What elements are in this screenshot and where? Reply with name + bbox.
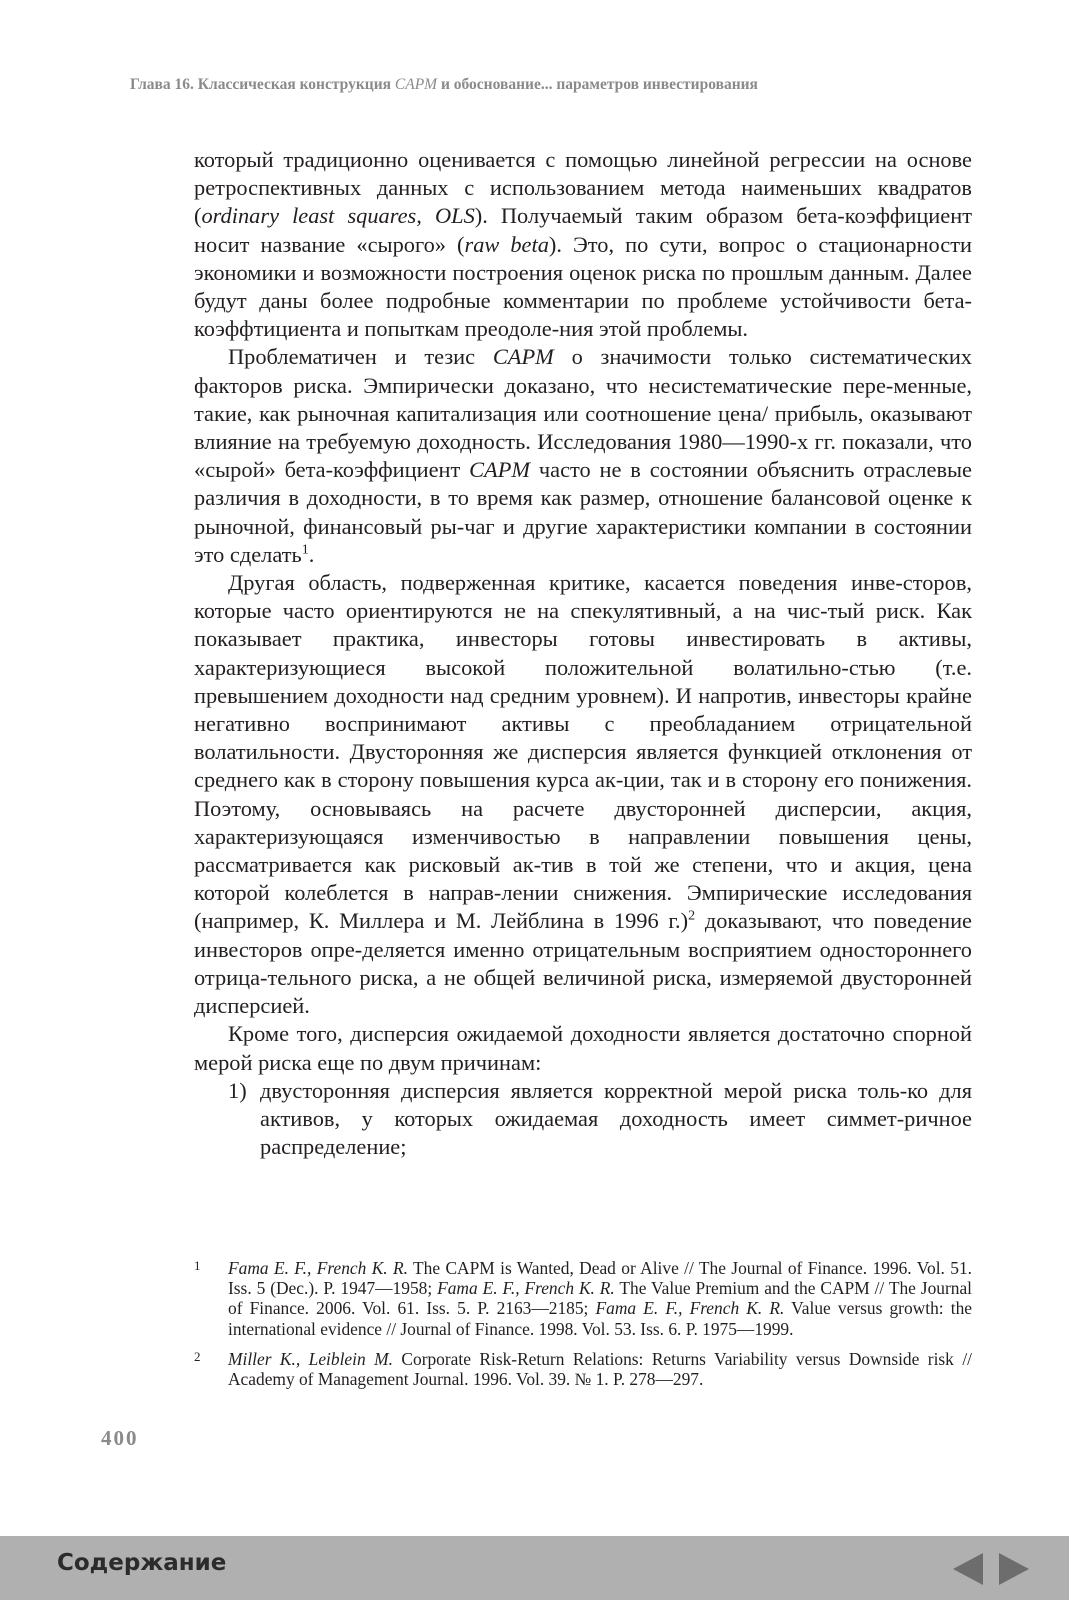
list-item-text: двусторонняя дисперсия является корректной мерой риска толь-ко для активов, у которых ожидаемая доходность имеет симмет-ричное распределение; <box>260 1077 972 1160</box>
text-run-italic: ordinary least squares, OLS <box>201 203 475 229</box>
author-italic: Miller K., Leiblein M. <box>228 1348 393 1369</box>
list-item-number: 1) <box>228 1077 247 1103</box>
author-italic: Fama E. F., French K. R. <box>595 1298 785 1319</box>
list-item <box>194 1077 972 1162</box>
running-head-prefix: Глава 16. Классическая конструкция <box>130 76 395 93</box>
text-run: доказывают, что поведение инвесторов опре-деляется именно отрицательным восприятием одностороннего отрица-тельного риска, а не общей величиной риска, измеряемой двусторонней дисперсией. <box>194 908 972 1019</box>
running-head-italic: CAPM <box>394 76 438 93</box>
footnote-2 <box>194 1349 972 1389</box>
paragraph-2 <box>194 343 972 569</box>
footnote-ref-1[interactable]: 1 <box>301 542 309 558</box>
text-run: часто не в состоянии объяснить отраслевые различия в доходности, в то время как размер, отношение балансовой оценке к рыночной, финансовый ры-чаг и другие характеристики компании в состоянии это сделать <box>194 457 972 567</box>
footnote-number: 1 <box>194 1258 201 1273</box>
footnote-text <box>228 1349 972 1389</box>
paragraph-3 <box>194 569 972 1020</box>
text-run: который традиционно оценивается с помощью линейной регрессии на основе ретроспективных данных с использованием метода наименьших квадратов ( <box>194 147 972 229</box>
footnote-number: 2 <box>194 1348 201 1364</box>
page-number: 400 <box>101 1426 139 1450</box>
triangle-right-icon[interactable] <box>999 1553 1029 1585</box>
main-text <box>194 146 972 1161</box>
paragraph-4: Кроме того, дисперсия ожидаемой доходности является достаточно спорной мерой риска еще по двум причинам: <box>194 1021 972 1075</box>
text-run-italic: CAPM <box>492 344 554 370</box>
text-run: ). Получаемый таким образом бета-коэффициент носит название «сырого» ( <box>194 203 972 257</box>
running-head-suffix: и обоснование... параметров инвестирования <box>437 76 758 93</box>
bottom-nav-bar <box>0 1536 1069 1600</box>
text-run: Проблематичен и тезис <box>228 344 493 370</box>
text-run: Value versus growth: the international evidence // Journal of Finance. 1998. Vol. 53. Iss. 6. P. 1975—1999. <box>228 1298 972 1339</box>
text-run: Другая область, подверженная критике, касается поведения инве-сторов, которые часто ориентируются не на спекулятивный, а на чис-тый риск. Как показывает практика, инвесторы готовы инвестировать в активы, характеризующиеся высокой положительной волатильно-стью (т.е. превышением доходности над средним уровнем). И напротив, инвесторы крайне негативно воспринимают активы с преобладанием отрицательной волатильности. Двусторонняя же дисперсия является функцией отклонения от среднего как в сторону повышения курса ак-ции, так и в сторону его понижения. Поэтому, основываясь на расчете двусторонней дисперсии, акция, характеризующаяся изменчивостью в направлении повышения цены, рассматривается как рисковый ак-тив в той же степени, что и акция, цена которой колеблется в направ-лении снижения. Эмпирические исследования (например, К. Миллера и М. Лейблина в 1996 г.) <box>194 570 972 934</box>
footnote-1 <box>194 1258 972 1339</box>
text-run-italic: raw beta <box>464 231 549 257</box>
footnotes <box>194 1258 972 1399</box>
text-run: о значимости только систематических факторов риска. Эмпирически доказано, что несистематические пере-менные, такие, как рыночная капитализация или соотношение цена/ прибыль, оказывают влияние на требуемую доходность. Исследования 1980—1990-х гг. показали, что «сырой» бета-коэффициент <box>194 344 972 483</box>
contents-link[interactable]: Содержание <box>57 1550 227 1576</box>
text-run: Corporate Risk-Return Relations: Returns Variability versus Downside risk // Academy of Management Journal. 1996. Vol. 39. № 1. P. 278—297. <box>228 1348 972 1390</box>
footnote-ref-2[interactable]: 2 <box>688 909 696 925</box>
text-run: . <box>308 541 315 567</box>
author-italic: Fama E. F., French K. R. <box>437 1278 615 1299</box>
text-run: The CAPM is Wanted, Dead or Alive // The Journal of Finance. 1996. Vol. 51. Iss. 5 (Dec.). P. 1947—1958; <box>228 1258 972 1299</box>
text-run: The Value Premium and the CAPM // The Journal of Finance. 2006. Vol. 61. Iss. 5. P. 2163—2185; <box>228 1278 972 1319</box>
text-run: ). Это, по сути, вопрос о стационарности экономики и возможности построения оценок риска по прошлым данным. Далее будут даны более подробные комментарии по проблеме устойчивости бета-коэффтициента и попыткам преодоле-ния этой проблемы. <box>194 231 972 342</box>
paragraph-1 <box>194 146 972 343</box>
running-head <box>130 76 990 94</box>
footnote-text <box>228 1258 972 1339</box>
triangle-left-icon[interactable] <box>953 1553 983 1585</box>
author-italic: Fama E. F., French K. R. <box>228 1258 408 1278</box>
text-run-italic: CAPM <box>469 457 531 483</box>
